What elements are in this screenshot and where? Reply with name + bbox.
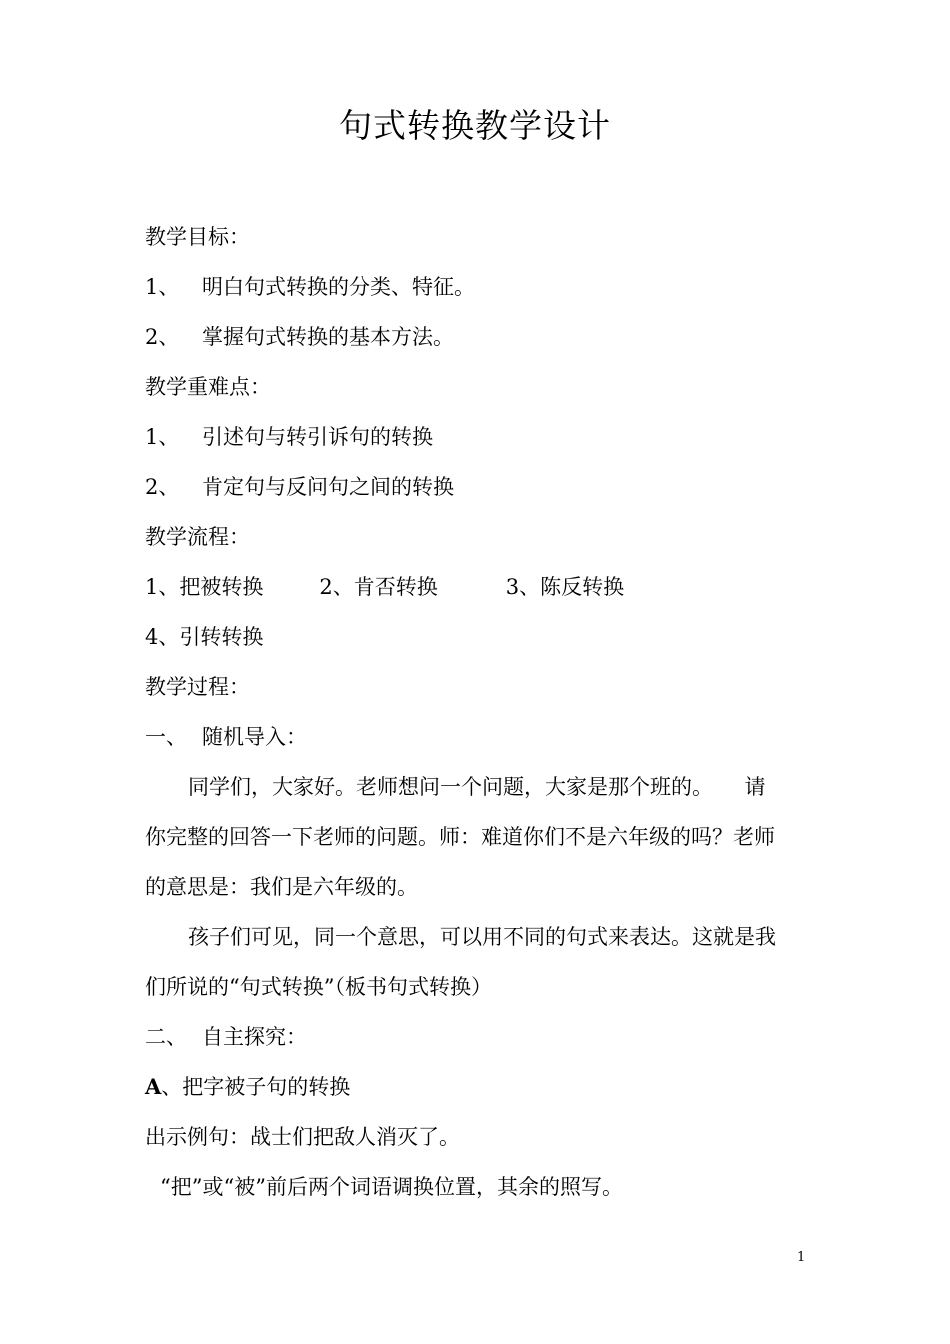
document-title: 句式转换教学设计 (339, 106, 611, 145)
goal-item-1 (145, 272, 475, 302)
flow-item-3: 3、陈反转换 (505, 575, 625, 599)
section-2-heading (145, 1022, 307, 1052)
section-text: 随机导入： (202, 725, 307, 749)
paragraph-1-line-3: 的意思是：我们是六年级的。 (145, 875, 418, 899)
keypoint-item-1 (145, 422, 433, 452)
subsection-text: 、把字被子句的转换 (161, 1075, 351, 1099)
goal-number: 1、 (145, 275, 180, 299)
flow-item-1: 1、把被转换 (145, 575, 264, 599)
keypoints-heading: 教学重难点： (145, 375, 271, 399)
process-heading: 教学过程： (145, 675, 250, 699)
paragraph-2-line-2: 们所说的“句式转换”（板书句式转换） (145, 975, 492, 999)
keypoint-text: 肯定句与反问句之间的转换 (202, 475, 454, 499)
goal-text: 明白句式转换的分类、特征。 (202, 275, 475, 299)
goal-item-2 (145, 322, 454, 352)
keypoint-number: 2、 (145, 475, 180, 499)
section-number: 一、 (145, 725, 187, 749)
keypoint-item-2 (145, 472, 454, 502)
paragraph-1-line-1: 同学们，大家好。老师想问一个问题，大家是那个班的。 请 (188, 775, 766, 799)
goal-text: 掌握句式转换的基本方法。 (202, 325, 454, 349)
paragraph-2-line-1: 孩子们可见，同一个意思，可以用不同的句式来表达。这就是我 (188, 925, 776, 949)
paragraph-1-line-2: 你完整的回答一下老师的问题。师：难道你们不是六年级的吗？老师 (145, 825, 775, 849)
goals-heading: 教学目标： (145, 225, 250, 249)
subsection-letter: A (145, 1074, 162, 1099)
subsection-a-heading (145, 1072, 350, 1102)
goal-number: 2、 (145, 325, 180, 349)
section-number: 二、 (145, 1025, 187, 1049)
flow-heading: 教学流程： (145, 525, 250, 549)
flow-item-2: 2、肯否转换 (319, 575, 438, 599)
keypoint-number: 1、 (145, 425, 180, 449)
keypoint-text: 引述句与转引诉句的转换 (202, 425, 433, 449)
example-sentence: 出示例句：战士们把敌人消灭了。 (145, 1125, 460, 1149)
section-1-heading (145, 722, 307, 752)
page-number: 1 (797, 1250, 806, 1265)
flow-row (145, 572, 624, 602)
flow-item-4: 4、引转转换 (145, 625, 264, 649)
conversion-rule: “把”或“被”前后两个词语调换位置，其余的照写。 (160, 1175, 623, 1199)
section-text: 自主探究： (202, 1025, 307, 1049)
